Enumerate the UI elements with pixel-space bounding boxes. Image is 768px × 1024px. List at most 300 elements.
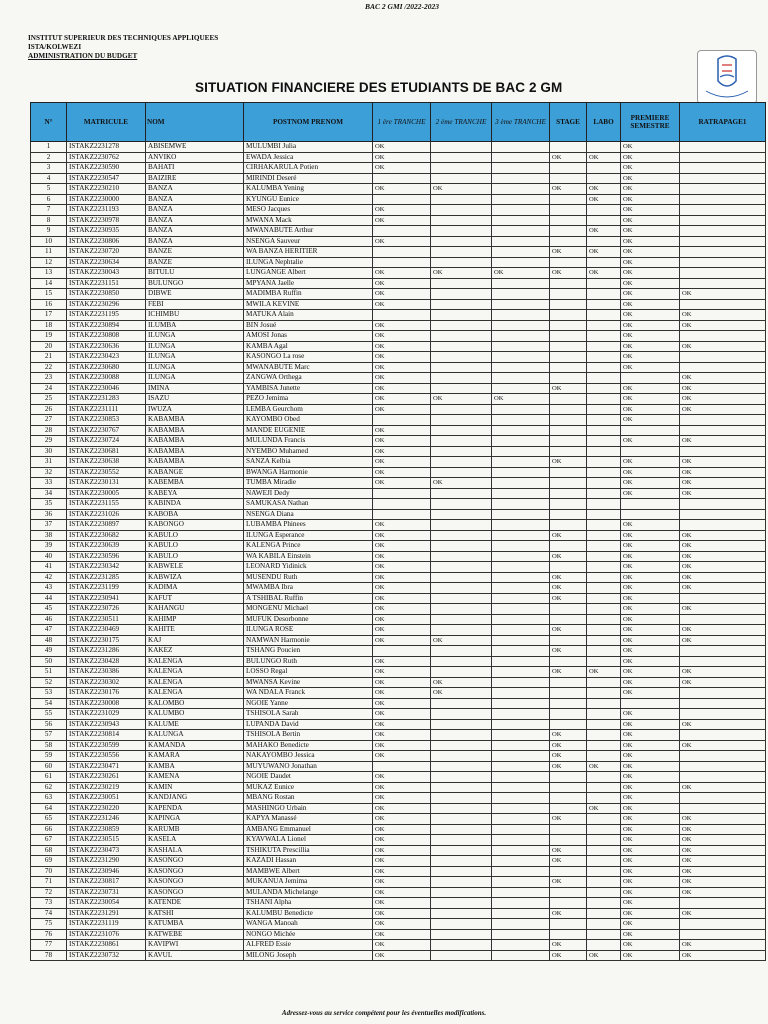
cell-matricule: ISTAKZ2230556 — [67, 751, 146, 762]
cell-tranche1 — [373, 194, 431, 205]
cell-tranche1 — [373, 509, 431, 520]
cell-stage — [550, 278, 587, 289]
cell-matricule: ISTAKZ2230638 — [67, 457, 146, 468]
cell-postnom: NAMWAN Harmonie — [244, 635, 373, 646]
cell-semestre: OK — [621, 845, 680, 856]
cell-ratrapage — [680, 299, 766, 310]
cell-nom: KASONGO — [146, 866, 244, 877]
cell-postnom: MWANABUTE Marc — [244, 362, 373, 373]
cell-matricule: ISTAKZ2230808 — [67, 331, 146, 342]
cell-ratrapage — [680, 173, 766, 184]
cell-tranche2 — [431, 362, 492, 373]
cell-matricule: ISTAKZ2231246 — [67, 814, 146, 825]
cell-stage: OK — [550, 856, 587, 867]
cell-ratrapage — [680, 362, 766, 373]
cell-tranche3 — [492, 320, 550, 331]
cell-postnom: MADIMBA Ruffin — [244, 289, 373, 300]
cell-tranche1: OK — [373, 887, 431, 898]
cell-labo — [587, 835, 621, 846]
cell-stage: OK — [550, 667, 587, 678]
cell-tranche3 — [492, 824, 550, 835]
cell-labo — [587, 593, 621, 604]
cell-tranche2 — [431, 898, 492, 909]
cell-tranche2 — [431, 205, 492, 216]
cell-semestre: OK — [621, 614, 680, 625]
cell-number: 8 — [31, 215, 67, 226]
cell-number: 25 — [31, 394, 67, 405]
cell-labo: OK — [587, 803, 621, 814]
cell-postnom: MWANABUTE Arthur — [244, 226, 373, 237]
table-row — [31, 898, 766, 909]
cell-labo — [587, 289, 621, 300]
table-row — [31, 625, 766, 636]
cell-tranche2 — [431, 793, 492, 804]
table-row — [31, 383, 766, 394]
cell-number: 31 — [31, 457, 67, 468]
cell-postnom: YAMBISA Junette — [244, 383, 373, 394]
table-row — [31, 772, 766, 783]
cell-tranche1: OK — [373, 383, 431, 394]
cell-matricule: ISTAKZ2230386 — [67, 667, 146, 678]
cell-matricule: ISTAKZ2231199 — [67, 583, 146, 594]
cell-postnom: MASHINGO Urbain — [244, 803, 373, 814]
cell-stage — [550, 352, 587, 363]
cell-labo — [587, 877, 621, 888]
cell-tranche1: OK — [373, 625, 431, 636]
cell-ratrapage — [680, 499, 766, 510]
cell-nom: FEBI — [146, 299, 244, 310]
cell-matricule: ISTAKZ2230720 — [67, 247, 146, 258]
cell-ratrapage: OK — [680, 677, 766, 688]
cell-number: 49 — [31, 646, 67, 657]
cell-tranche2 — [431, 887, 492, 898]
cell-matricule: ISTAKZ2231283 — [67, 394, 146, 405]
cell-labo — [587, 425, 621, 436]
cell-ratrapage: OK — [680, 289, 766, 300]
cell-nom: KABULO — [146, 541, 244, 552]
cell-number: 7 — [31, 205, 67, 216]
cell-tranche1: OK — [373, 604, 431, 615]
cell-semestre: OK — [621, 877, 680, 888]
cell-postnom: NAWEJI Dedy — [244, 488, 373, 499]
cell-postnom: MATUKA Alain — [244, 310, 373, 321]
cell-tranche1: OK — [373, 740, 431, 751]
cell-tranche3 — [492, 289, 550, 300]
cell-postnom: KALUMBA Yening — [244, 184, 373, 195]
table-row — [31, 194, 766, 205]
table-row — [31, 320, 766, 331]
cell-matricule: ISTAKZ2230471 — [67, 761, 146, 772]
cell-stage — [550, 205, 587, 216]
cell-tranche3 — [492, 845, 550, 856]
cell-tranche3 — [492, 688, 550, 699]
cell-ratrapage — [680, 929, 766, 940]
cell-ratrapage — [680, 919, 766, 930]
cell-labo — [587, 551, 621, 562]
cell-nom: KALUNGA — [146, 730, 244, 741]
cell-labo — [587, 299, 621, 310]
cell-stage — [550, 488, 587, 499]
cell-number: 18 — [31, 320, 67, 331]
cell-semestre: OK — [621, 667, 680, 678]
cell-nom: KABWELE — [146, 562, 244, 573]
cell-matricule: ISTAKZ2230131 — [67, 478, 146, 489]
cell-nom: KALENGA — [146, 677, 244, 688]
cell-stage — [550, 163, 587, 174]
cell-matricule: ISTAKZ2230806 — [67, 236, 146, 247]
cell-postnom: SANZA Kelbia — [244, 457, 373, 468]
cell-postnom: NGOIE Yanne — [244, 698, 373, 709]
cell-tranche2 — [431, 436, 492, 447]
cell-tranche1: OK — [373, 352, 431, 363]
cell-ratrapage — [680, 425, 766, 436]
cell-stage — [550, 478, 587, 489]
cell-stage: OK — [550, 247, 587, 258]
cell-stage — [550, 793, 587, 804]
cell-matricule: ISTAKZ2230681 — [67, 446, 146, 457]
table-row — [31, 698, 766, 709]
cell-nom: KAMANDA — [146, 740, 244, 751]
cell-number: 68 — [31, 845, 67, 856]
cell-postnom: KASONGO La rose — [244, 352, 373, 363]
table-row — [31, 709, 766, 720]
cell-tranche2 — [431, 352, 492, 363]
cell-tranche1: OK — [373, 677, 431, 688]
cell-tranche3 — [492, 425, 550, 436]
cell-matricule: ISTAKZ2230473 — [67, 845, 146, 856]
cell-tranche1 — [373, 415, 431, 426]
cell-tranche2 — [431, 341, 492, 352]
cell-matricule: ISTAKZ2230767 — [67, 425, 146, 436]
cell-semestre — [621, 373, 680, 384]
cell-nom: BANZE — [146, 257, 244, 268]
cell-tranche3 — [492, 415, 550, 426]
cell-stage — [550, 709, 587, 720]
cell-matricule: ISTAKZ2230814 — [67, 730, 146, 741]
cell-matricule: ISTAKZ2231029 — [67, 709, 146, 720]
cell-tranche1 — [373, 488, 431, 499]
cell-ratrapage: OK — [680, 835, 766, 846]
cell-nom: KASONGO — [146, 856, 244, 867]
cell-number: 24 — [31, 383, 67, 394]
cell-semestre: OK — [621, 793, 680, 804]
cell-semestre: OK — [621, 583, 680, 594]
table-row — [31, 509, 766, 520]
cell-stage — [550, 341, 587, 352]
table-row — [31, 551, 766, 562]
cell-ratrapage: OK — [680, 940, 766, 951]
cell-nom: BAHATI — [146, 163, 244, 174]
cell-semestre: OK — [621, 310, 680, 321]
cell-ratrapage: OK — [680, 866, 766, 877]
cell-matricule: ISTAKZ2230005 — [67, 488, 146, 499]
cell-matricule: ISTAKZ2231193 — [67, 205, 146, 216]
cell-ratrapage: OK — [680, 719, 766, 730]
cell-number: 15 — [31, 289, 67, 300]
cell-number: 28 — [31, 425, 67, 436]
cell-ratrapage — [680, 163, 766, 174]
cell-tranche3 — [492, 614, 550, 625]
cell-tranche2 — [431, 761, 492, 772]
cell-matricule: ISTAKZ2230817 — [67, 877, 146, 888]
table-row — [31, 394, 766, 405]
cell-labo — [587, 446, 621, 457]
cell-matricule: ISTAKZ2230469 — [67, 625, 146, 636]
cell-labo — [587, 856, 621, 867]
cell-matricule: ISTAKZ2231286 — [67, 646, 146, 657]
cell-number: 9 — [31, 226, 67, 237]
cell-postnom: MBANG Rostan — [244, 793, 373, 804]
cell-matricule: ISTAKZ2230000 — [67, 194, 146, 205]
cell-tranche3 — [492, 499, 550, 510]
cell-tranche2 — [431, 551, 492, 562]
cell-number: 41 — [31, 562, 67, 573]
cell-postnom: NSENGA Sauveur — [244, 236, 373, 247]
table-row — [31, 457, 766, 468]
cell-postnom: WA BANZA HERITIER — [244, 247, 373, 258]
cell-tranche1: OK — [373, 898, 431, 909]
cell-labo: OK — [587, 950, 621, 961]
table-row — [31, 908, 766, 919]
cell-labo — [587, 173, 621, 184]
cell-labo — [587, 478, 621, 489]
cell-labo — [587, 352, 621, 363]
cell-ratrapage: OK — [680, 635, 766, 646]
cell-labo — [587, 488, 621, 499]
cell-tranche3 — [492, 236, 550, 247]
cell-nom: BANZA — [146, 205, 244, 216]
cell-labo — [587, 278, 621, 289]
cell-semestre: OK — [621, 751, 680, 762]
cell-nom: KATWEBE — [146, 929, 244, 940]
cell-labo — [587, 142, 621, 153]
cell-postnom: ILUNGA ROSE — [244, 625, 373, 636]
cell-tranche3 — [492, 803, 550, 814]
cell-semestre: OK — [621, 719, 680, 730]
cell-tranche2 — [431, 173, 492, 184]
cell-tranche2: OK — [431, 268, 492, 279]
cell-ratrapage — [680, 520, 766, 531]
cell-number: 37 — [31, 520, 67, 531]
cell-number: 3 — [31, 163, 67, 174]
cell-tranche1: OK — [373, 236, 431, 247]
table-row — [31, 719, 766, 730]
table-row — [31, 761, 766, 772]
cell-stage — [550, 236, 587, 247]
cell-labo — [587, 320, 621, 331]
cell-number: 72 — [31, 887, 67, 898]
cell-nom: ILUNGA — [146, 352, 244, 363]
cell-ratrapage — [680, 152, 766, 163]
cell-nom: BITULU — [146, 268, 244, 279]
cell-semestre: OK — [621, 635, 680, 646]
cell-nom: KAJ — [146, 635, 244, 646]
cell-labo — [587, 520, 621, 531]
cell-tranche3: OK — [492, 394, 550, 405]
table-row — [31, 488, 766, 499]
cell-nom: ILUNGA — [146, 362, 244, 373]
cell-number: 62 — [31, 782, 67, 793]
cell-semestre: OK — [621, 478, 680, 489]
cell-matricule: ISTAKZ2230511 — [67, 614, 146, 625]
cell-postnom: NSENGA Diana — [244, 509, 373, 520]
cell-semestre: OK — [621, 394, 680, 405]
cell-stage — [550, 803, 587, 814]
cell-semestre: OK — [621, 908, 680, 919]
cell-labo — [587, 394, 621, 405]
cell-nom: IWUZA — [146, 404, 244, 415]
table-row — [31, 152, 766, 163]
table-row — [31, 184, 766, 195]
cell-matricule: ISTAKZ2230043 — [67, 268, 146, 279]
cell-semestre: OK — [621, 352, 680, 363]
cell-tranche3 — [492, 898, 550, 909]
cell-labo — [587, 257, 621, 268]
cell-matricule: ISTAKZ2230008 — [67, 698, 146, 709]
cell-matricule: ISTAKZ2230590 — [67, 163, 146, 174]
cell-stage — [550, 436, 587, 447]
cell-tranche3 — [492, 635, 550, 646]
cell-nom: KABWIZA — [146, 572, 244, 583]
cell-stage — [550, 835, 587, 846]
cell-postnom: BULUNGO Ruth — [244, 656, 373, 667]
table-row — [31, 352, 766, 363]
cell-tranche2 — [431, 446, 492, 457]
cell-nom: ISAZU — [146, 394, 244, 405]
cell-stage: OK — [550, 530, 587, 541]
cell-ratrapage: OK — [680, 877, 766, 888]
cell-tranche2 — [431, 163, 492, 174]
cell-tranche2: OK — [431, 677, 492, 688]
cell-semestre: OK — [621, 205, 680, 216]
cell-postnom: TSHANI Alpha — [244, 898, 373, 909]
table-row — [31, 205, 766, 216]
cell-labo — [587, 341, 621, 352]
cell-postnom: MPYANA Jaelle — [244, 278, 373, 289]
cell-tranche1: OK — [373, 803, 431, 814]
cell-number: 44 — [31, 593, 67, 604]
cell-number: 26 — [31, 404, 67, 415]
cell-ratrapage: OK — [680, 625, 766, 636]
cell-number: 52 — [31, 677, 67, 688]
cell-tranche1: OK — [373, 205, 431, 216]
cell-postnom: KAPYA Manassé — [244, 814, 373, 825]
cell-labo — [587, 415, 621, 426]
cell-ratrapage: OK — [680, 541, 766, 552]
cell-labo — [587, 782, 621, 793]
cell-tranche2 — [431, 656, 492, 667]
cell-matricule: ISTAKZ2230680 — [67, 362, 146, 373]
col-header-matricule: MATRICULE — [67, 103, 146, 142]
cell-nom: KASONGO — [146, 877, 244, 888]
cell-matricule: ISTAKZ2230552 — [67, 467, 146, 478]
cell-labo — [587, 509, 621, 520]
cell-ratrapage — [680, 803, 766, 814]
cell-tranche2 — [431, 236, 492, 247]
cell-tranche2 — [431, 257, 492, 268]
cell-semestre: OK — [621, 709, 680, 720]
cell-labo — [587, 730, 621, 741]
cell-tranche2 — [431, 278, 492, 289]
cell-semestre: OK — [621, 247, 680, 258]
cell-nom: KALUMBO — [146, 709, 244, 720]
cell-number: 6 — [31, 194, 67, 205]
table-row — [31, 593, 766, 604]
cell-nom: KASHALA — [146, 845, 244, 856]
cell-nom: KADIMA — [146, 583, 244, 594]
cell-ratrapage: OK — [680, 583, 766, 594]
table-row — [31, 751, 766, 762]
cell-tranche1: OK — [373, 667, 431, 678]
cell-labo — [587, 845, 621, 856]
table-row — [31, 226, 766, 237]
cell-semestre: OK — [621, 677, 680, 688]
cell-number: 47 — [31, 625, 67, 636]
cell-ratrapage — [680, 709, 766, 720]
cell-matricule: ISTAKZ2231290 — [67, 856, 146, 867]
cell-tranche2 — [431, 866, 492, 877]
cell-tranche2 — [431, 499, 492, 510]
cell-matricule: ISTAKZ2230342 — [67, 562, 146, 573]
cell-matricule: ISTAKZ2230596 — [67, 551, 146, 562]
cell-tranche1: OK — [373, 530, 431, 541]
cell-tranche2: OK — [431, 478, 492, 489]
cell-postnom: MUFUK Desorbonne — [244, 614, 373, 625]
cell-semestre: OK — [621, 299, 680, 310]
cell-number: 34 — [31, 488, 67, 499]
cell-postnom: NAKAYOMBO Jessica — [244, 751, 373, 762]
cell-tranche2 — [431, 751, 492, 762]
cell-labo: OK — [587, 226, 621, 237]
cell-semestre: OK — [621, 404, 680, 415]
cell-stage: OK — [550, 877, 587, 888]
cell-tranche1: OK — [373, 541, 431, 552]
cell-postnom: MUKAZ Eunice — [244, 782, 373, 793]
cell-nom: KABAMBA — [146, 415, 244, 426]
cell-tranche2 — [431, 289, 492, 300]
cell-stage — [550, 394, 587, 405]
cell-number: 55 — [31, 709, 67, 720]
cell-tranche3 — [492, 740, 550, 751]
cell-postnom: NYEMBO Muhamed — [244, 446, 373, 457]
cell-number: 56 — [31, 719, 67, 730]
cell-tranche3 — [492, 173, 550, 184]
cell-postnom: MIRINDI Deseré — [244, 173, 373, 184]
cell-tranche2 — [431, 152, 492, 163]
cell-labo — [587, 614, 621, 625]
cell-number: 65 — [31, 814, 67, 825]
cell-tranche3 — [492, 908, 550, 919]
cell-postnom: TSHISOLA Bertin — [244, 730, 373, 741]
cell-matricule: ISTAKZ2231278 — [67, 142, 146, 153]
cell-matricule: ISTAKZ2231291 — [67, 908, 146, 919]
cell-tranche3 — [492, 457, 550, 468]
cell-tranche3 — [492, 929, 550, 940]
table-row — [31, 803, 766, 814]
cell-postnom: KAZADI Hassan — [244, 856, 373, 867]
col-header-ratrapage: RATRAPAGE1 — [680, 103, 766, 142]
cell-postnom: MAHAKO Benedicte — [244, 740, 373, 751]
table-row — [31, 215, 766, 226]
cell-nom: KABULO — [146, 551, 244, 562]
cell-nom: KATUMBA — [146, 919, 244, 930]
cell-tranche1: OK — [373, 362, 431, 373]
cell-ratrapage — [680, 751, 766, 762]
cell-ratrapage — [680, 730, 766, 741]
cell-tranche1: OK — [373, 404, 431, 415]
table-row — [31, 919, 766, 930]
cell-matricule: ISTAKZ2231151 — [67, 278, 146, 289]
